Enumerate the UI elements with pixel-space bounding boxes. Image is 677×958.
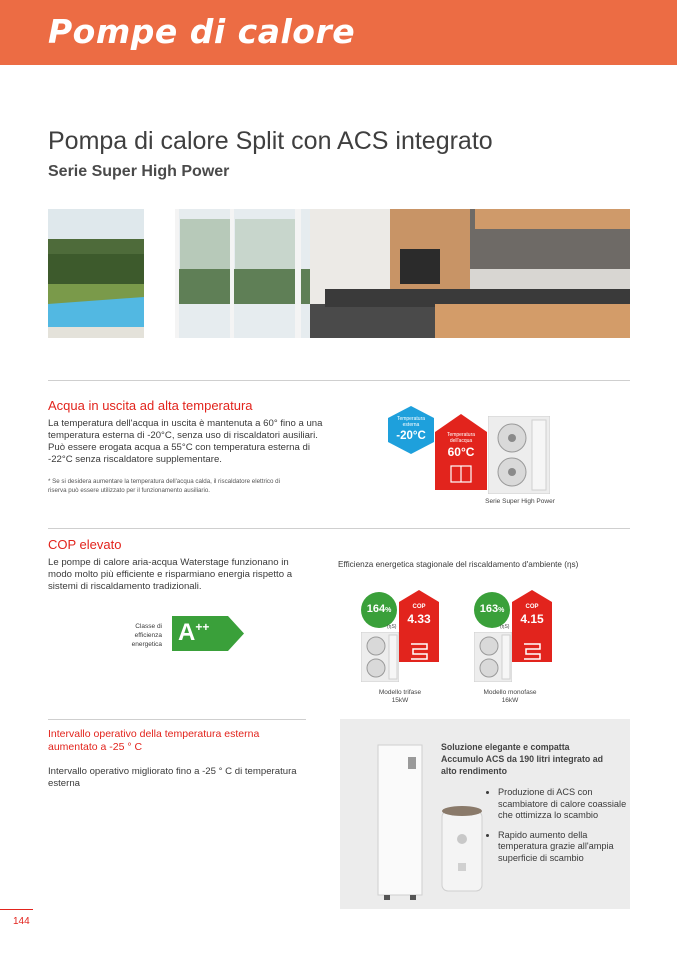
house-value: 60°C [447, 445, 475, 459]
indoor-unit-image [376, 743, 426, 901]
efficiency-value: 164% [366, 603, 392, 615]
section-body-cop: Le pompe di calore aria-acqua Waterstage funzionano in modo molto più efficiente e risparmiano energia rispetto a sistemi di riscaldamento tradizionali. [48, 557, 293, 592]
product-title: Pompa di calore Split con ACS integrato [48, 127, 493, 155]
heating-coil-icon [522, 640, 544, 662]
list-item: • Rapido aumento della temperatura grazie all'ampia superficie di scambio [498, 830, 633, 865]
eta-label: (ηS) [500, 624, 510, 630]
section-body-high-temp: La temperatura dell'acqua in uscita è mantenuta a 60° fino a una temperatura esterna di -20°C, senza uso di riscaldatori ausiliari. Può essere erogata acqua a 55°C con temperatura esterna di -22°C senza riscaldatore supplementare. [48, 418, 323, 465]
water-temp-house [435, 414, 487, 490]
water-tank-image [440, 805, 484, 893]
box-title: Soluzione elegante e compatta Accumulo ACS da 190 litri integrato ad alto rendimento [441, 742, 603, 776]
divider-3 [48, 719, 306, 720]
divider-1 [48, 380, 630, 381]
outdoor-unit-image [474, 632, 512, 682]
efficiency-title: Efficienza energetica stagionale del riscaldamento d'ambiente (ηs) [338, 560, 579, 569]
list-item: • Produzione di ACS con scambiatore di calore coassiale che ottimizza lo scambio [498, 787, 633, 822]
model-card-2 [474, 590, 554, 700]
outdoor-temp-hex [388, 406, 434, 454]
model-card-1 [361, 590, 441, 700]
energy-class-value: A++ [178, 619, 210, 646]
header-banner [0, 0, 677, 65]
cop-label: COP [412, 604, 426, 610]
divider-2 [48, 528, 630, 529]
cop-label: COP [525, 604, 539, 610]
cop-value: 4.33 [407, 612, 431, 626]
unit-caption: Serie Super High Power [485, 498, 555, 505]
footnote: * Se si desidera aumentare la temperatura dell'acqua calda, il riscaldatore elettrico di riserva può essere utilizzato per il funzionamento ausiliario. [48, 478, 280, 494]
page-number-rule [0, 909, 33, 910]
heating-coil-icon [409, 640, 431, 662]
section-title-cop: COP elevato [48, 537, 122, 552]
section-title-high-temp: Acqua in uscita ad alta temperatura [48, 398, 253, 413]
energy-class-label: Classe di efficienza energetica [131, 623, 162, 648]
feature-list [484, 787, 633, 872]
kitchen-photo [175, 209, 630, 338]
hex-value: -20°C [396, 430, 426, 442]
page-number: 144 [13, 916, 30, 927]
section-body-operating-range: Intervallo operativo migliorato fino a -25 ° C di temperatura esterna [48, 766, 297, 789]
hex-label: Temperatura esterna [396, 416, 426, 428]
outdoor-unit-image [488, 416, 550, 494]
banner-title: Pompe di calore [48, 12, 356, 51]
model-name-1: Modello trifase [378, 689, 422, 696]
model-power-2: 16kW [501, 697, 519, 704]
model-name-2: Modello monofase [483, 689, 537, 696]
outdoor-unit-image [361, 632, 399, 682]
product-subtitle: Serie Super High Power [48, 163, 230, 180]
eta-label: (ηS) [387, 624, 397, 630]
model-power-1: 15kW [391, 697, 409, 704]
energy-class-arrow [172, 616, 244, 651]
garden-photo [48, 209, 144, 338]
section-title-operating-range: Intervallo operativo della temperatura esterna aumentato a -25 ° C [48, 728, 260, 753]
tank-info-box [340, 719, 630, 909]
house-label: Temperatura dell'acqua [446, 432, 476, 444]
cop-value: 4.15 [520, 612, 544, 626]
efficiency-value: 163% [479, 603, 505, 615]
